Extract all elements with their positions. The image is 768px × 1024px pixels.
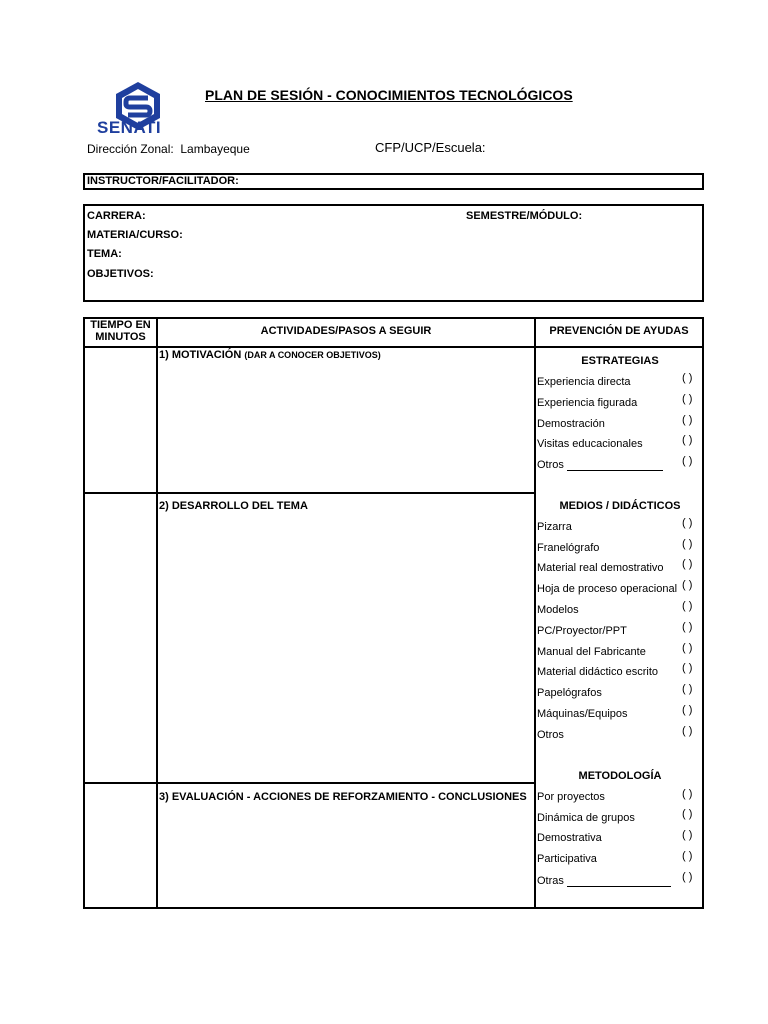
step-desarrollo: 2) DESARROLLO DEL TEMA	[159, 500, 308, 512]
medio-item: Hoja de proceso operacional	[537, 583, 678, 595]
medio-checkbox[interactable]: ( )	[682, 725, 693, 737]
medio-checkbox[interactable]: ( )	[682, 621, 693, 633]
estrategia-checkbox[interactable]: ( )	[682, 414, 693, 426]
logo-text: SENATI	[97, 118, 162, 137]
estrategia-item: Experiencia figurada	[537, 397, 638, 409]
medio-item: Modelos	[537, 604, 579, 616]
metodologia-item: Demostrativa	[537, 832, 602, 844]
estrategias-title: ESTRATEGIAS	[581, 355, 659, 367]
medio-item: Máquinas/Equipos	[537, 708, 628, 720]
zonal-label: Dirección Zonal:	[87, 142, 174, 156]
medio-checkbox[interactable]: ( )	[682, 517, 693, 529]
estrategia-otros: Otros	[537, 459, 663, 471]
medio-checkbox[interactable]: ( )	[682, 600, 693, 612]
carrera-label: CARRERA:	[87, 210, 146, 222]
estrategia-checkbox[interactable]: ( )	[682, 434, 693, 446]
medio-item: Otros	[537, 729, 564, 741]
objetivos-label: OBJETIVOS:	[87, 268, 154, 280]
medio-checkbox[interactable]: ( )	[682, 538, 693, 550]
metodologia-item: Participativa	[537, 853, 597, 865]
col-prevencion-header: PREVENCIÓN DE AYUDAS	[549, 325, 689, 337]
metodologia-item: Por proyectos	[537, 791, 605, 803]
medio-checkbox[interactable]: ( )	[682, 642, 693, 654]
medio-item: PC/Proyector/PPT	[537, 625, 627, 637]
medio-checkbox[interactable]: ( )	[682, 683, 693, 695]
medio-checkbox[interactable]: ( )	[682, 662, 693, 674]
estrategia-item: Experiencia directa	[537, 376, 631, 388]
metodologia-otras: Otras	[537, 875, 671, 887]
metodologia-checkbox[interactable]: ( )	[682, 808, 693, 820]
medio-item: Pizarra	[537, 521, 572, 533]
medio-item: Manual del Fabricante	[537, 646, 646, 658]
estrategia-checkbox[interactable]: ( )	[682, 372, 693, 384]
cfp-label: CFP/UCP/Escuela:	[375, 140, 486, 155]
instructor-label: INSTRUCTOR/FACILITADOR:	[87, 175, 239, 187]
medios-title: MEDIOS / DIDÁCTICOS	[559, 500, 681, 512]
estrategia-checkbox[interactable]: ( )	[682, 455, 693, 467]
instructor-box[interactable]	[83, 173, 704, 190]
medio-checkbox[interactable]: ( )	[682, 579, 693, 591]
medio-checkbox[interactable]: ( )	[682, 558, 693, 570]
step-motivacion: 1) MOTIVACIÓN (DAR A CONOCER OBJETIVOS)	[159, 349, 381, 361]
col-tiempo-header: TIEMPO EN MINUTOS	[90, 319, 151, 343]
step-evaluacion: 3) EVALUACIÓN - ACCIONES DE REFORZAMIENTO - CONCLUSIONES	[159, 791, 527, 803]
medio-item: Material real demostrativo	[537, 562, 664, 574]
medio-checkbox[interactable]: ( )	[682, 704, 693, 716]
metodologia-item: Dinámica de grupos	[537, 812, 635, 824]
tema-label: TEMA:	[87, 248, 122, 260]
zonal-line	[87, 142, 250, 156]
semestre-label: SEMESTRE/MÓDULO:	[466, 210, 583, 222]
metodologia-otras-blank[interactable]	[567, 886, 671, 887]
medio-item: Material didáctico escrito	[537, 666, 659, 678]
metodologia-checkbox[interactable]: ( )	[682, 850, 693, 862]
estrategia-item: Demostración	[537, 418, 605, 430]
metodologia-title: METODOLOGÍA	[578, 770, 662, 782]
estrategia-otros-blank[interactable]	[567, 470, 663, 471]
info-box	[83, 204, 704, 302]
estrategia-checkbox[interactable]: ( )	[682, 393, 693, 405]
page-title: PLAN DE SESIÓN - CONOCIMIENTOS TECNOLÓGICOS	[205, 87, 573, 103]
medio-item: Franelógrafo	[537, 542, 600, 554]
materia-label: MATERIA/CURSO:	[87, 229, 183, 241]
medio-item: Papelógrafos	[537, 687, 602, 699]
estrategia-item: Visitas educacionales	[537, 438, 643, 450]
col-actividades-header: ACTIVIDADES/PASOS A SEGUIR	[260, 325, 432, 337]
metodologia-checkbox[interactable]: ( )	[682, 829, 693, 841]
metodologia-checkbox[interactable]: ( )	[682, 871, 693, 883]
metodologia-checkbox[interactable]: ( )	[682, 788, 693, 800]
zonal-value: Lambayeque	[180, 142, 250, 156]
step-motivacion-note: (DAR A CONOCER OBJETIVOS)	[244, 350, 381, 360]
